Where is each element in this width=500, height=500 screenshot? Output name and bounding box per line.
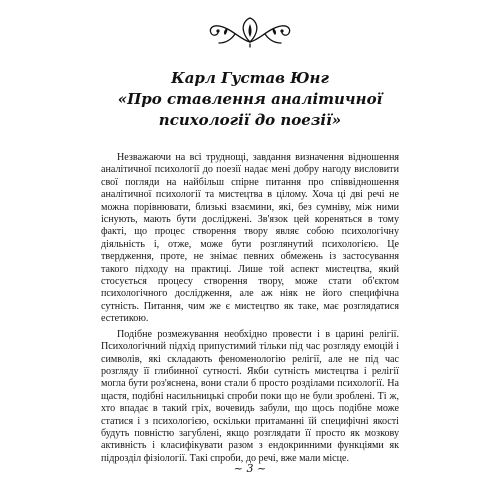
chapter-heading (110, 68, 390, 131)
footer-ornament-right-icon: ~ (257, 462, 267, 475)
body-text (101, 152, 399, 468)
floral-ornament-icon (205, 14, 295, 48)
essay-title-line-1: «Про ставлення аналітичної (117, 90, 383, 108)
paragraph-1: Незважаючи на всі труднощі, завдання визначення відношення аналітичної психології до поезії надає мені добру нагоду висловити свої погляди на найбільш спірне питання про співвідношення аналітичної психології та мистецтва в цілому. Хоча ці дві речі не можна порівнювати, близькі взаємини, які, без сумніву, між ними існують, мають бути досліджені. Зв'язок цей кореняться в тому факті, що процес створення твору являє собою психологічну діяльність і, отже, може бути розглянутий психологією. Це твердження, проте, не знімає певних обмежень із застосування такого підходу на практиці. Лише той аспект мистецтва, який стосується процесу створення твору, може стати об'єктом психологічного дослідження, але аж ніяк не його специфічна сутність. Питання, чим же є мистецтво як таке, має розглядатися естетикою. (101, 152, 399, 325)
essay-title-line-2: психології до поезії» (158, 111, 342, 129)
footer-ornament-left-icon: ~ (233, 462, 243, 475)
paragraph-2: Подібне розмежування необхідно провести і в царині релігії. Психологічний підхід припустимий тільки під час розгляду емоцій і символів, які складають феноменологію релігії, але не під час розгляду її глибинної сутності. Якби сутність мистецтва і релігії могла бути роз'яснена, вони стали б просто розділами психології. На щастя, подібні насильницькі спроби поки що не були зроблені. Ті ж, хто впадає в такий гріх, вочевидь забули, що щось подібне може статися і з психологією, оскільки притаманні їй специфічні якості будуть повністю загублені, якщо розглядати її просто як мозкову активність і класифікувати разом з ендокринними функціями як підрозділ фізіології. Такі спроби, до речі, вже мали місце. (101, 328, 399, 464)
page-number: 3 (246, 462, 254, 475)
author-name: Карл Густав Юнг (171, 69, 329, 87)
page-footer (200, 462, 300, 475)
